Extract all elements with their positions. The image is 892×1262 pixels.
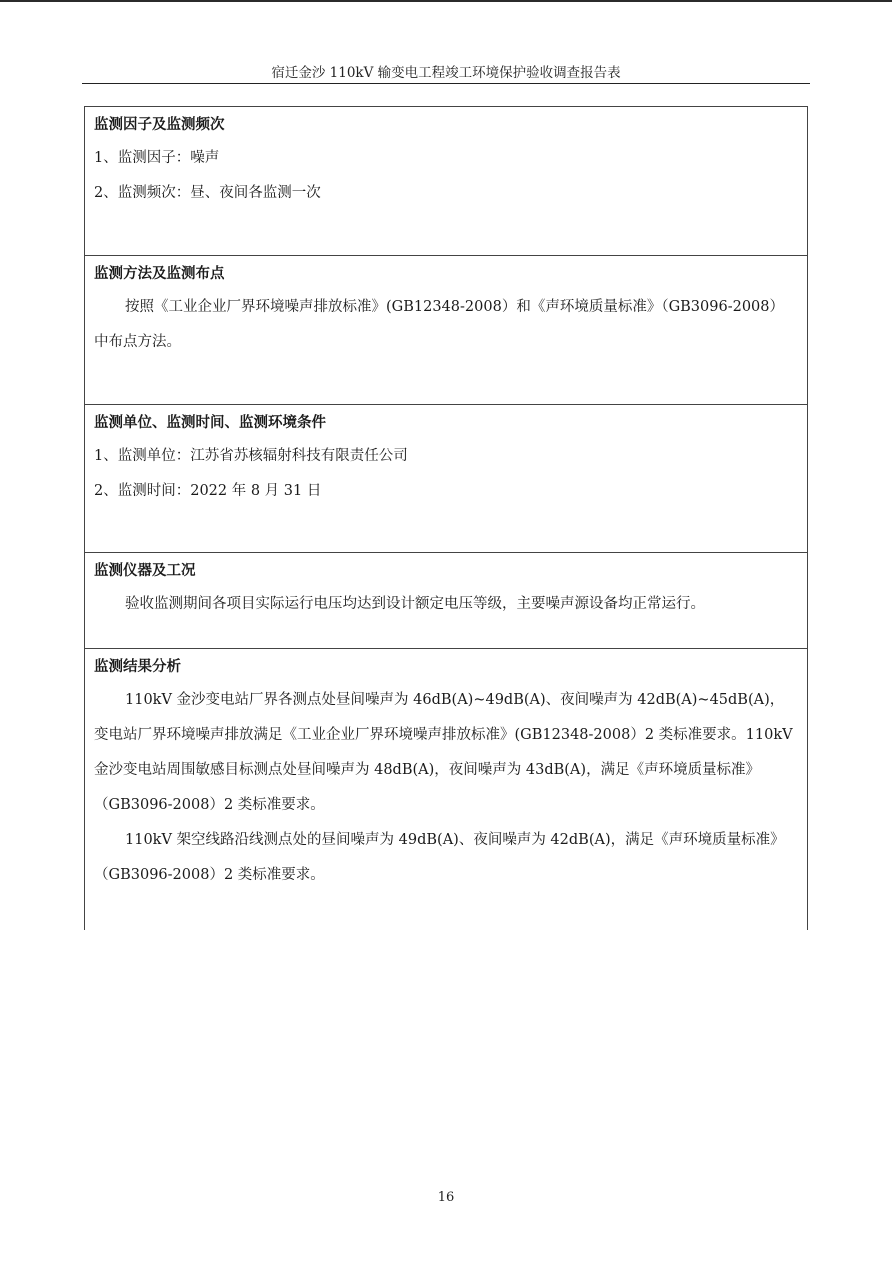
section-monitoring-factors <box>85 107 807 256</box>
paragraph: 110kV 架空线路沿线测点处的昼间噪声为 49dB(A)、夜间噪声为 42dB(A)，满足《声环境质量标准》（GB3096-2008）2 类标准要求。 <box>94 832 785 883</box>
page-number: 16 <box>437 1190 455 1205</box>
report-table <box>84 106 808 930</box>
paragraph: 验收监测期间各项目实际运行电压均达到设计额定电压等级，主要噪声源设备均正常运行。 <box>125 596 705 612</box>
list-item: 2、监测时间：2022 年 8 月 31 日 <box>94 483 322 499</box>
section-title: 监测单位、监测时间、监测环境条件 <box>94 414 326 431</box>
paragraph: 110kV 金沙变电站厂界各测点处昼间噪声为 46dB(A)~49dB(A)、夜间噪声为 42dB(A)~45dB(A)，变电站厂界环境噪声排放满足《工业企业厂界环境噪声排放标准》(GB12348-2008）2 类标准要求。110kV 金沙变电站周围敏感目标测点处昼间噪声为 48dB(A)，夜间噪声为 43dB(A)，满足《声环境质量标准》（GB3096-2008）2 类标准要求。 <box>94 692 793 813</box>
page-header-title: 宿迁金沙 110kV 输变电工程竣工环境保护验收调查报告表 <box>271 65 621 81</box>
section-monitoring-unit <box>85 405 807 553</box>
list-item: 1、监测因子：噪声 <box>94 150 220 166</box>
section-title: 监测仪器及工况 <box>94 562 196 579</box>
section-monitoring-instrument <box>85 553 807 649</box>
list-item: 1、监测单位：江苏省苏核辐射科技有限责任公司 <box>94 448 408 464</box>
header-rule <box>82 83 810 84</box>
section-title: 监测结果分析 <box>94 658 181 675</box>
section-monitoring-results <box>85 649 807 930</box>
page-top-edge <box>0 0 892 2</box>
section-monitoring-method <box>85 256 807 405</box>
list-item: 2、监测频次：昼、夜间各监测一次 <box>94 185 321 201</box>
section-title: 监测因子及监测频次 <box>94 116 225 133</box>
paragraph: 按照《工业企业厂界环境噪声排放标准》(GB12348-2008）和《声环境质量标准》（GB3096-2008）中布点方法。 <box>94 299 785 350</box>
section-title: 监测方法及监测布点 <box>94 265 225 282</box>
